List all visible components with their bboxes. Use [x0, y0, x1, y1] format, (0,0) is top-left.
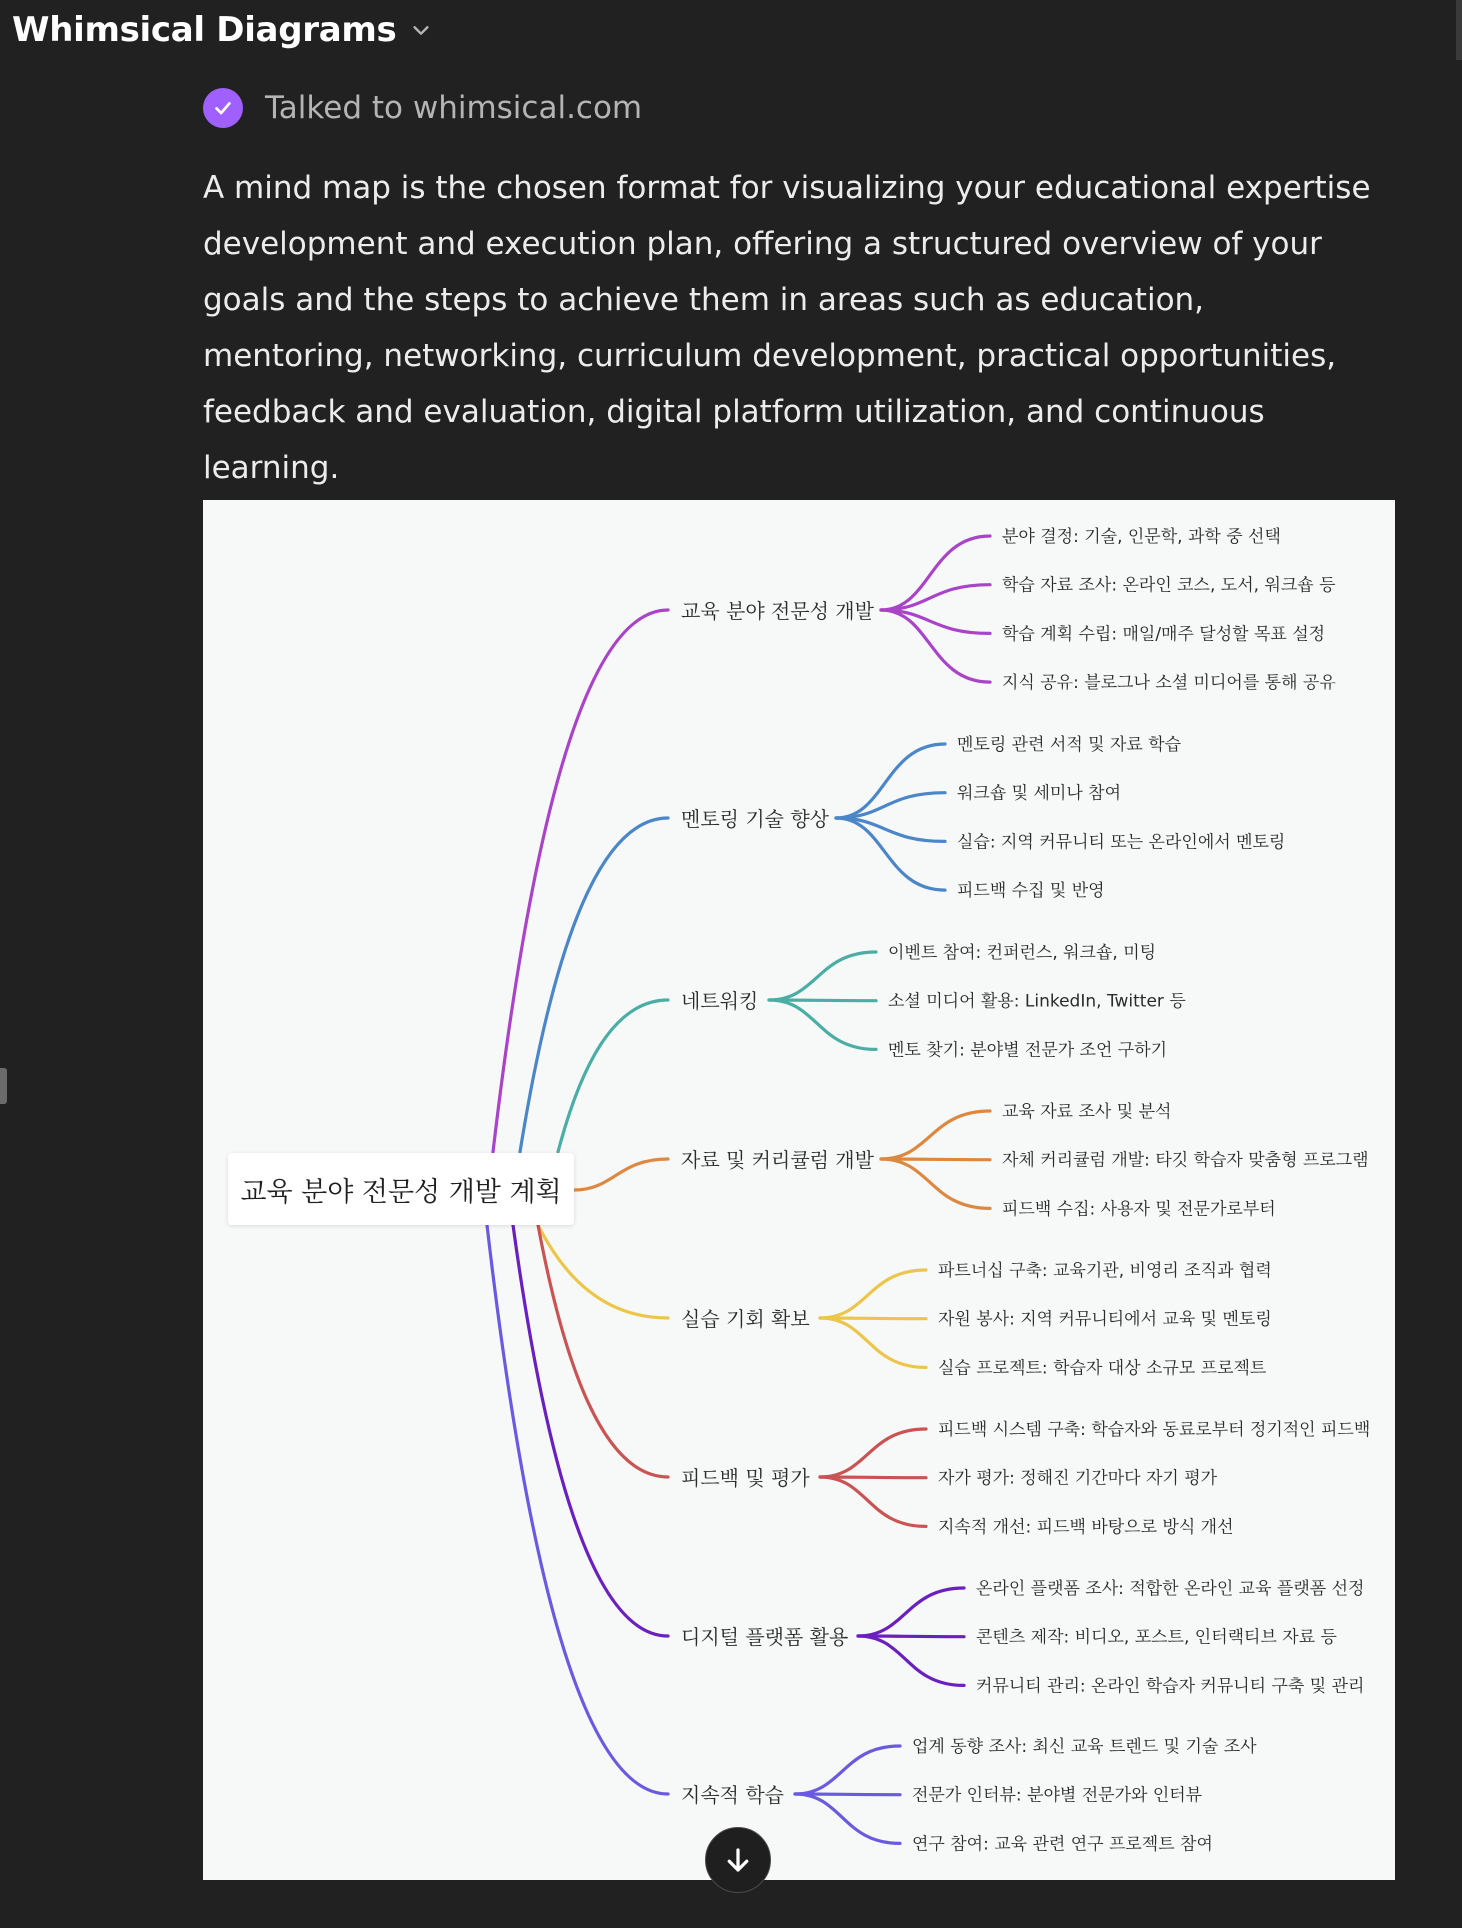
branch-connector [538, 1225, 668, 1318]
branch-connector [574, 1159, 668, 1190]
child-connector [820, 1477, 926, 1526]
branch-connector [558, 1000, 668, 1152]
assistant-message: A mind map is the chosen format for visualizing your educational expertise development and execution plan, offering a structured overview of your goals and the steps to achieve them in areas such as education, mentoring, networking, curriculum development, practical opportunities, feedback and evaluation, digital platform utilization, and continuous learning. [203, 170, 1371, 486]
child-node-label: 실습: 지역 커뮤니티 또는 온라인에서 멘토링 [957, 832, 1286, 853]
gpt-title-dropdown[interactable] [12, 8, 432, 52]
child-node-label: 자가 평가: 정해진 기간마다 자기 평가 [938, 1468, 1218, 1489]
child-node-label: 파트너십 구축: 교육기관, 비영리 조직과 협력 [938, 1261, 1272, 1281]
child-connector [769, 952, 876, 1000]
child-node-label: 자원 봉사: 지역 커뮤니티에서 교육 및 멘토링 [938, 1309, 1272, 1330]
branch-label: 멘토링 기술 향상 [681, 807, 829, 831]
branch-connector [520, 818, 668, 1152]
child-node-label: 전문가 인터뷰: 분야별 전문가와 인터뷰 [912, 1785, 1203, 1806]
child-node-label: 멘토링 관련 서적 및 자료 학습 [957, 735, 1182, 755]
arrow-down-icon [723, 1845, 753, 1875]
child-node-label: 피드백 수집 및 반영 [957, 881, 1105, 902]
child-connector [820, 1318, 926, 1367]
child-node-label: 이벤트 참여: 컨퍼런스, 워크숍, 미팅 [888, 943, 1157, 963]
child-node-label: 교육 자료 조사 및 분석 [1002, 1102, 1172, 1122]
child-connector [881, 1111, 990, 1159]
child-connector [836, 744, 945, 818]
branch-connector [538, 1225, 668, 1477]
child-node-label: 소셜 미디어 활용: LinkedIn, Twitter 등 [888, 991, 1186, 1012]
mind-map-diagram[interactable] [203, 500, 1395, 1880]
child-connector [795, 1794, 900, 1843]
center-node-label: 교육 분야 전문성 개발 계획 [240, 1176, 562, 1208]
child-node-label: 학습 계획 수립: 매일/매주 달성할 목표 설정 [1002, 624, 1326, 645]
tool-call-label: Talked to whimsical.com [265, 90, 643, 126]
child-connector [820, 1270, 926, 1318]
branch-connector [487, 1225, 668, 1794]
chevron-down-icon [410, 19, 432, 41]
child-connector [881, 1159, 990, 1208]
child-node-label: 피드백 시스템 구축: 학습자와 동료로부터 정기적인 피드백 [938, 1420, 1371, 1440]
child-node-label: 업계 동향 조사: 최신 교육 트렌드 및 기술 조사 [912, 1737, 1257, 1757]
branch-label: 자료 및 커리큘럼 개발 [681, 1148, 874, 1172]
child-node-label: 분야 결정: 기술, 인문학, 과학 중 선택 [1002, 527, 1281, 547]
child-node-label: 워크숍 및 세미나 참여 [957, 783, 1122, 804]
child-node-label: 콘텐츠 제작: 비디오, 포스트, 인터랙티브 자료 등 [976, 1627, 1337, 1648]
child-node-label: 지식 공유: 블로그나 소셜 미디어를 통해 공유 [1002, 673, 1336, 694]
branch-label: 피드백 및 평가 [681, 1466, 810, 1490]
child-node-label: 실습 프로젝트: 학습자 대상 소규모 프로젝트 [938, 1358, 1267, 1379]
branch-connector [513, 1225, 668, 1636]
tool-call-status[interactable] [203, 88, 642, 128]
child-node-label: 연구 참여: 교육 관련 연구 프로젝트 참여 [912, 1834, 1213, 1855]
child-connector [769, 1000, 876, 1049]
gpt-title: Whimsical Diagrams [12, 10, 397, 50]
check-circle-icon [203, 88, 243, 128]
branch-label: 실습 기회 확보 [681, 1307, 810, 1331]
scrollbar[interactable] [1456, 0, 1462, 60]
scroll-to-bottom-button[interactable] [705, 1827, 771, 1893]
child-node-label: 학습 자료 조사: 온라인 코스, 도서, 워크숍 등 [1002, 575, 1336, 596]
branch-label: 디지털 플랫폼 활용 [681, 1625, 849, 1649]
branch-label: 지속적 학습 [681, 1783, 784, 1807]
child-connector [858, 1588, 964, 1636]
child-connector [795, 1746, 900, 1794]
branch-label: 네트워킹 [681, 989, 759, 1013]
child-node-label: 자체 커리큘럼 개발: 타깃 학습자 맞춤형 프로그램 [1002, 1150, 1369, 1171]
child-node-label: 멘토 찾기: 분야별 전문가 조언 구하기 [888, 1040, 1168, 1061]
child-node-label: 커뮤니티 관리: 온라인 학습자 커뮤니티 구축 및 관리 [976, 1676, 1365, 1697]
child-connector [881, 610, 990, 682]
child-node-label: 피드백 수집: 사용자 및 전문가로부터 [1002, 1199, 1276, 1220]
child-node-label: 온라인 플랫폼 조사: 적합한 온라인 교육 플랫폼 선정 [976, 1579, 1365, 1599]
child-connector [881, 536, 990, 610]
child-node-label: 지속적 개선: 피드백 바탕으로 방식 개선 [938, 1517, 1234, 1538]
branch-label: 교육 분야 전문성 개발 [681, 599, 874, 623]
child-connector [858, 1636, 964, 1685]
branch-connector [493, 610, 668, 1152]
mind-map-center-node [228, 1153, 574, 1225]
sidebar-toggle-handle[interactable] [0, 1068, 7, 1104]
child-connector [836, 818, 945, 890]
child-connector [820, 1429, 926, 1477]
